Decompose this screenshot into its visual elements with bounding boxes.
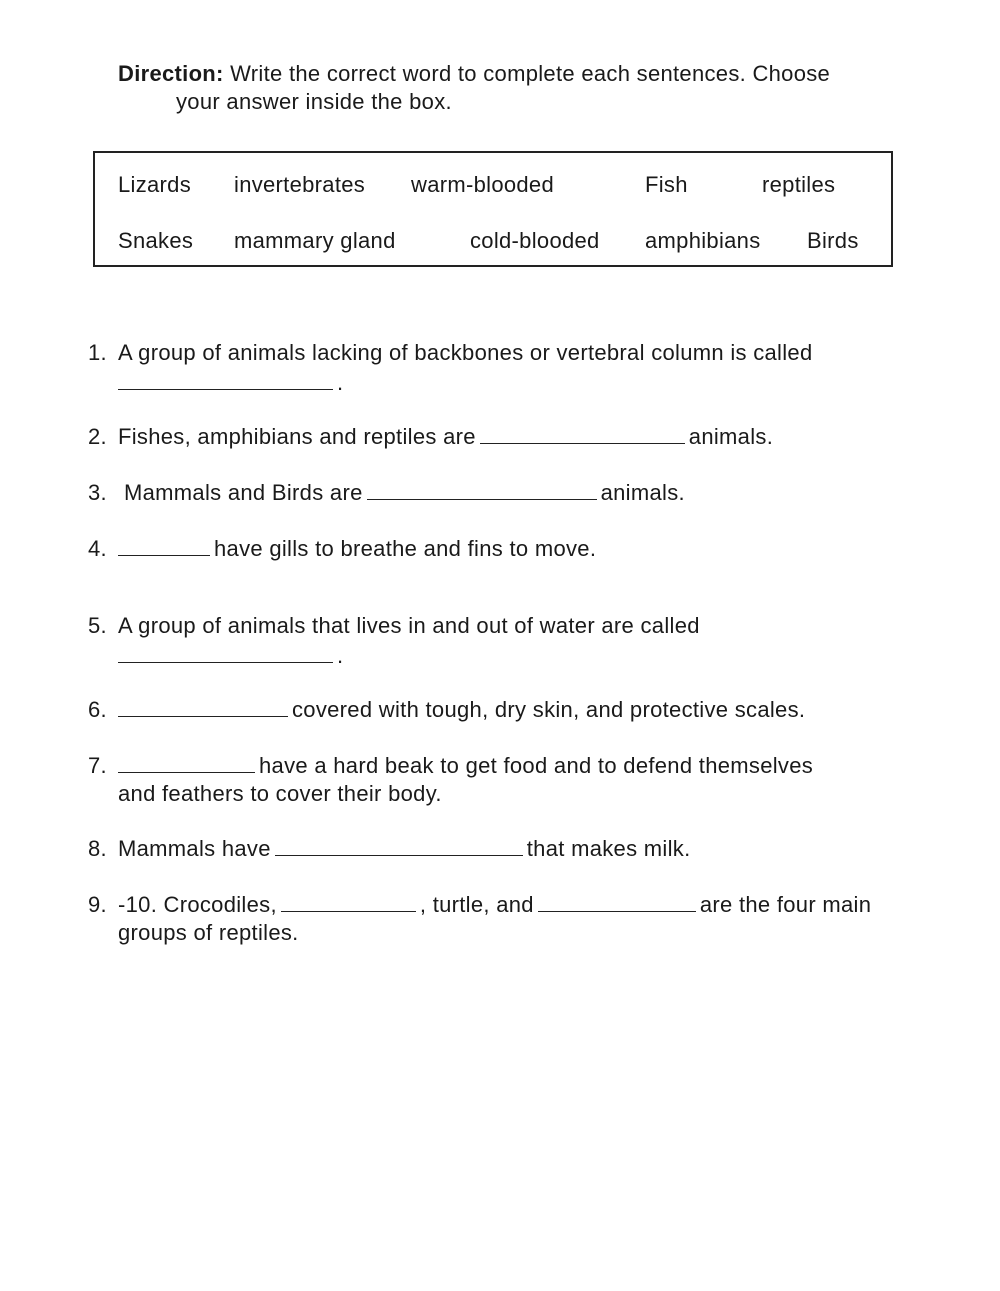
direction-text-2: your answer inside the box. [176,89,452,114]
question-text: A group of animals that lives in and out of water are called [118,613,700,638]
answer-blank[interactable] [118,642,333,663]
answer-blank[interactable] [118,369,333,390]
word-option: Fish [645,172,688,197]
answer-blank[interactable] [281,891,416,912]
word-option: Lizards [118,172,192,197]
question-number: 1. [88,340,107,365]
question-text: animals. [600,480,685,505]
question-number: 4. [88,536,107,561]
question-text: . [337,643,344,668]
question-number: 6. [88,697,107,722]
question-text: . [337,370,344,395]
question-number: 8. [88,836,107,861]
question-number: 2. [88,424,107,449]
direction-label: Direction: [118,61,224,86]
question-text: have gills to breathe and fins to move. [214,536,597,561]
question-number: 3. [88,480,107,505]
question-text: -10. Crocodiles, [118,892,277,917]
answer-blank[interactable] [367,479,597,500]
answer-blank[interactable] [538,891,696,912]
question-text: groups of reptiles. [118,920,299,945]
question-text: have a hard beak to get food and to defend themselves [259,753,814,778]
word-option: Snakes [118,228,194,253]
direction-text: Write the correct word to complete each sentences. Choose [230,61,831,86]
word-option: Birds [807,228,859,253]
answer-blank[interactable] [118,535,210,556]
question-text: that makes milk. [526,836,691,861]
question-text: Mammals have [118,836,271,861]
question-text: animals. [688,424,774,449]
answer-blank[interactable] [275,835,523,856]
question-text: covered with tough, dry skin, and protective scales. [292,697,806,722]
answer-blank[interactable] [118,696,288,717]
word-option: invertebrates [234,172,366,197]
word-option: cold-blooded [470,228,600,253]
answer-blank[interactable] [480,423,685,444]
question-text: and feathers to cover their body. [118,781,442,806]
word-option: amphibians [645,228,761,253]
word-option: reptiles [762,172,836,197]
answer-blank[interactable] [118,752,255,773]
question-text: , turtle, and [419,892,534,917]
word-option: mammary gland [234,228,396,253]
question-text: are the four main [699,892,872,917]
question-number: 5. [88,613,107,638]
question-text: A group of animals lacking of backbones or vertebral column is called [118,340,813,365]
question-number: 7. [88,753,107,778]
question-number: 9. [88,892,107,917]
question-text: Fishes, amphibians and reptiles are [118,424,476,449]
question-text: Mammals and Birds are [124,480,363,505]
word-option: warm-blooded [411,172,555,197]
